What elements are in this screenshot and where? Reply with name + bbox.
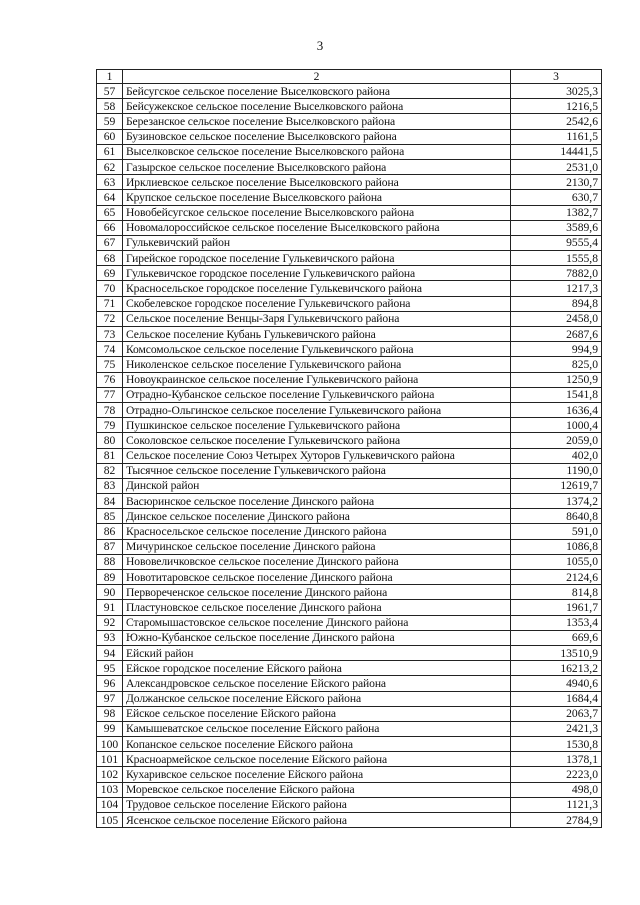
settlement-name: Крупское сельское поселение Выселковского района	[123, 190, 511, 205]
row-number: 105	[97, 813, 123, 828]
settlement-name: Сельское поселение Союз Четырех Хуторов Гулькевичского района	[123, 448, 511, 463]
row-number: 63	[97, 175, 123, 190]
amount-value: 3025,3	[511, 84, 602, 99]
table-row	[97, 251, 602, 266]
settlement-name: Первореченское сельское поселение Динского района	[123, 585, 511, 600]
settlement-name: Мичуринское сельское поселение Динского района	[123, 539, 511, 554]
amount-value: 591,0	[511, 524, 602, 539]
table-row	[97, 342, 602, 357]
table-row	[97, 661, 602, 676]
settlement-name: Старомышастовское сельское поселение Динского района	[123, 615, 511, 630]
row-number: 68	[97, 251, 123, 266]
amount-value: 825,0	[511, 357, 602, 372]
amount-value: 1000,4	[511, 418, 602, 433]
settlement-name: Соколовское сельское поселение Гулькевичского района	[123, 433, 511, 448]
amount-value: 2421,3	[511, 721, 602, 736]
row-number: 59	[97, 114, 123, 129]
row-number: 61	[97, 144, 123, 159]
row-number: 93	[97, 630, 123, 645]
amount-value: 1216,5	[511, 99, 602, 114]
amount-value: 2531,0	[511, 159, 602, 174]
row-number: 96	[97, 676, 123, 691]
row-number: 57	[97, 84, 123, 99]
amount-value: 1374,2	[511, 494, 602, 509]
table-row	[97, 524, 602, 539]
amount-value: 630,7	[511, 190, 602, 205]
row-number: 90	[97, 585, 123, 600]
amount-value: 994,9	[511, 342, 602, 357]
row-number: 60	[97, 129, 123, 144]
amount-value: 1555,8	[511, 251, 602, 266]
table-row	[97, 494, 602, 509]
amount-value: 1378,1	[511, 752, 602, 767]
table-row	[97, 402, 602, 417]
table-row	[97, 235, 602, 250]
amount-value: 814,8	[511, 585, 602, 600]
row-number: 72	[97, 311, 123, 326]
table-row	[97, 721, 602, 736]
amount-value: 669,6	[511, 630, 602, 645]
header-col-2: 2	[123, 70, 511, 84]
settlement-name: Кухаривское сельское поселение Ейского района	[123, 767, 511, 782]
settlement-name: Александровское сельское поселение Ейского района	[123, 676, 511, 691]
table-row	[97, 433, 602, 448]
row-number: 102	[97, 767, 123, 782]
table-row	[97, 175, 602, 190]
amount-value: 1961,7	[511, 600, 602, 615]
settlement-name: Южно-Кубанское сельское поселение Динского района	[123, 630, 511, 645]
amount-value: 1541,8	[511, 387, 602, 402]
table-row	[97, 357, 602, 372]
amount-value: 2542,6	[511, 114, 602, 129]
table-row	[97, 797, 602, 812]
row-number: 58	[97, 99, 123, 114]
settlement-name: Красносельское городское поселение Гулькевичского района	[123, 281, 511, 296]
amount-value: 8640,8	[511, 509, 602, 524]
row-number: 98	[97, 706, 123, 721]
row-number: 74	[97, 342, 123, 357]
settlement-name: Гирейское городское поселение Гулькевичского района	[123, 251, 511, 266]
amount-value: 1382,7	[511, 205, 602, 220]
amount-value: 498,0	[511, 782, 602, 797]
table-row	[97, 554, 602, 569]
amount-value: 1055,0	[511, 554, 602, 569]
table-row	[97, 448, 602, 463]
row-number: 71	[97, 296, 123, 311]
table-row	[97, 220, 602, 235]
table-row	[97, 205, 602, 220]
row-number: 84	[97, 494, 123, 509]
table-row	[97, 813, 602, 828]
settlement-name: Комсомольское сельское поселение Гулькевичского района	[123, 342, 511, 357]
amount-value: 2687,6	[511, 327, 602, 342]
table-row	[97, 99, 602, 114]
amount-value: 2784,9	[511, 813, 602, 828]
amount-value: 9555,4	[511, 235, 602, 250]
amount-value: 1684,4	[511, 691, 602, 706]
row-number: 86	[97, 524, 123, 539]
row-number: 78	[97, 402, 123, 417]
row-number: 76	[97, 372, 123, 387]
settlement-name: Трудовое сельское поселение Ейского района	[123, 797, 511, 812]
row-number: 70	[97, 281, 123, 296]
row-number: 85	[97, 509, 123, 524]
table-row	[97, 691, 602, 706]
table-row	[97, 782, 602, 797]
row-number: 80	[97, 433, 123, 448]
row-number: 89	[97, 570, 123, 585]
table-row	[97, 752, 602, 767]
settlement-name: Николенское сельское поселение Гулькевичского района	[123, 357, 511, 372]
row-number: 95	[97, 661, 123, 676]
table-row	[97, 387, 602, 402]
table-row	[97, 539, 602, 554]
amount-value: 2130,7	[511, 175, 602, 190]
table-row	[97, 114, 602, 129]
row-number: 67	[97, 235, 123, 250]
row-number: 62	[97, 159, 123, 174]
settlement-name: Сельское поселение Кубань Гулькевичского района	[123, 327, 511, 342]
amount-value: 1217,3	[511, 281, 602, 296]
table-row	[97, 706, 602, 721]
amount-value: 7882,0	[511, 266, 602, 281]
settlement-name: Гулькевичский район	[123, 235, 511, 250]
settlement-name: Гулькевичское городское поселение Гулькевичского района	[123, 266, 511, 281]
settlement-name: Ясенское сельское поселение Ейского района	[123, 813, 511, 828]
table-row	[97, 509, 602, 524]
page-number: 3	[316, 38, 324, 53]
table-row	[97, 615, 602, 630]
amount-value: 402,0	[511, 448, 602, 463]
amount-value: 1086,8	[511, 539, 602, 554]
settlement-name: Моревское сельское поселение Ейского района	[123, 782, 511, 797]
settlement-name: Васюринское сельское поселение Динского района	[123, 494, 511, 509]
settlement-name: Красносельское сельское поселение Динского района	[123, 524, 511, 539]
settlement-name: Новомалороссийское сельское поселение Выселковского района	[123, 220, 511, 235]
row-number: 82	[97, 463, 123, 478]
amount-value: 4940,6	[511, 676, 602, 691]
settlement-name: Новобейсугское сельское поселение Выселковского района	[123, 205, 511, 220]
table-row	[97, 84, 602, 99]
table-row	[97, 372, 602, 387]
table-row	[97, 570, 602, 585]
row-number: 75	[97, 357, 123, 372]
table-row	[97, 737, 602, 752]
settlement-name: Динское сельское поселение Динского района	[123, 509, 511, 524]
settlement-name: Бейсужекское сельское поселение Выселковского района	[123, 99, 511, 114]
settlement-name: Камышеватское сельское поселение Ейского района	[123, 721, 511, 736]
row-number: 88	[97, 554, 123, 569]
amount-value: 2124,6	[511, 570, 602, 585]
settlement-name: Ейский район	[123, 645, 511, 660]
amount-value: 1530,8	[511, 737, 602, 752]
table-row	[97, 327, 602, 342]
settlement-name: Динской район	[123, 478, 511, 493]
row-number: 83	[97, 478, 123, 493]
settlement-name: Ейское городское поселение Ейского района	[123, 661, 511, 676]
table-row	[97, 478, 602, 493]
row-number: 94	[97, 645, 123, 660]
table-row	[97, 630, 602, 645]
settlement-name: Ейское сельское поселение Ейского района	[123, 706, 511, 721]
row-number: 97	[97, 691, 123, 706]
table-row	[97, 585, 602, 600]
amount-value: 1353,4	[511, 615, 602, 630]
settlement-name: Сельское поселение Венцы-Заря Гулькевичского района	[123, 311, 511, 326]
row-number: 69	[97, 266, 123, 281]
row-number: 100	[97, 737, 123, 752]
row-number: 73	[97, 327, 123, 342]
settlement-name: Копанское сельское поселение Ейского района	[123, 737, 511, 752]
table-row	[97, 418, 602, 433]
settlement-name: Отрадно-Кубанское сельское поселение Гулькевичского района	[123, 387, 511, 402]
amount-value: 1161,5	[511, 129, 602, 144]
table-header-row	[97, 70, 602, 84]
settlement-name: Пластуновское сельское поселение Динского района	[123, 600, 511, 615]
amount-value: 12619,7	[511, 478, 602, 493]
amount-value: 1190,0	[511, 463, 602, 478]
amount-value: 13510,9	[511, 645, 602, 660]
amount-value: 1121,3	[511, 797, 602, 812]
settlement-name: Должанское сельское поселение Ейского района	[123, 691, 511, 706]
settlement-name: Газырское сельское поселение Выселковского района	[123, 159, 511, 174]
amount-value: 14441,5	[511, 144, 602, 159]
settlement-name: Бейсугское сельское поселение Выселковского района	[123, 84, 511, 99]
table-row	[97, 463, 602, 478]
table-row	[97, 281, 602, 296]
table-row	[97, 296, 602, 311]
settlement-name: Новотитаровское сельское поселение Динского района	[123, 570, 511, 585]
settlement-name: Ирклиевское сельское поселение Выселковского района	[123, 175, 511, 190]
row-number: 65	[97, 205, 123, 220]
header-col-3: 3	[511, 70, 602, 84]
table-row	[97, 266, 602, 281]
table-body	[97, 70, 602, 828]
amount-value: 1250,9	[511, 372, 602, 387]
row-number: 66	[97, 220, 123, 235]
row-number: 77	[97, 387, 123, 402]
row-number: 101	[97, 752, 123, 767]
settlement-name: Выселковское сельское поселение Выселковского района	[123, 144, 511, 159]
settlement-name: Бузиновское сельское поселение Выселковского района	[123, 129, 511, 144]
settlement-name: Нововеличковское сельское поселение Динского района	[123, 554, 511, 569]
row-number: 103	[97, 782, 123, 797]
table-row	[97, 144, 602, 159]
table-row	[97, 159, 602, 174]
settlement-name: Скобелевское городское поселение Гулькевичского района	[123, 296, 511, 311]
settlement-name: Пушкинское сельское поселение Гулькевичского района	[123, 418, 511, 433]
row-number: 104	[97, 797, 123, 812]
settlement-name: Красноармейское сельское поселение Ейского района	[123, 752, 511, 767]
row-number: 81	[97, 448, 123, 463]
amount-value: 894,8	[511, 296, 602, 311]
amount-value: 1636,4	[511, 402, 602, 417]
amount-value: 2059,0	[511, 433, 602, 448]
table-row	[97, 311, 602, 326]
table-row	[97, 600, 602, 615]
row-number: 91	[97, 600, 123, 615]
table-row	[97, 129, 602, 144]
row-number: 87	[97, 539, 123, 554]
row-number: 64	[97, 190, 123, 205]
table-row	[97, 676, 602, 691]
row-number: 79	[97, 418, 123, 433]
table-row	[97, 190, 602, 205]
amount-value: 16213,2	[511, 661, 602, 676]
header-col-1: 1	[97, 70, 123, 84]
amount-value: 2458,0	[511, 311, 602, 326]
budget-table	[96, 69, 602, 828]
settlement-name: Тысячное сельское поселение Гулькевичского района	[123, 463, 511, 478]
row-number: 99	[97, 721, 123, 736]
amount-value: 2223,0	[511, 767, 602, 782]
amount-value: 3589,6	[511, 220, 602, 235]
amount-value: 2063,7	[511, 706, 602, 721]
settlement-name: Отрадно-Ольгинское сельское поселение Гулькевичского района	[123, 402, 511, 417]
row-number: 92	[97, 615, 123, 630]
table-row	[97, 645, 602, 660]
table-row	[97, 767, 602, 782]
settlement-name: Новоукраинское сельское поселение Гулькевичского района	[123, 372, 511, 387]
settlement-name: Березанское сельское поселение Выселковского района	[123, 114, 511, 129]
